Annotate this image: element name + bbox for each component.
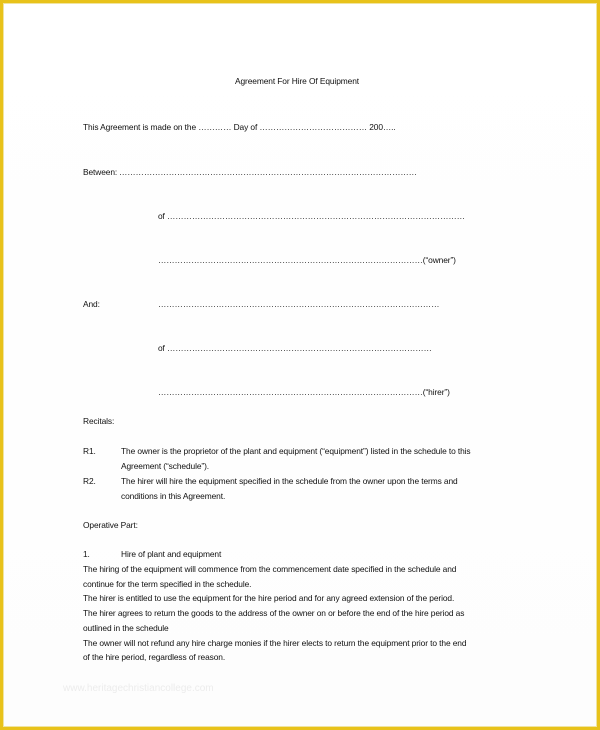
r2-number: R2.	[83, 476, 96, 486]
body-line: The hiring of the equipment will commence from the commencement date specified in the schedule and	[83, 564, 457, 574]
r1-text-line: The owner is the proprietor of the plant and equipment (“equipment”) listed in the schedule to this	[121, 446, 471, 456]
clause-1-number: 1.	[83, 549, 90, 559]
r2-text-line: The hirer will hire the equipment specified in the schedule from the owner upon the terms and	[121, 476, 458, 486]
body-line: continue for the term specified in the schedule.	[83, 579, 252, 589]
hirer-name-line: ……………………………………………………………………………………(“hirer”)	[158, 387, 450, 397]
intro-line: This Agreement is made on the ………… Day of ………………………………… 200…..	[83, 122, 396, 132]
between-label: Between:	[83, 167, 118, 177]
owner-name-line: ……………………………………………………………………………………(“owner”)	[158, 255, 456, 265]
between-dotted-line: ………………………………………………………………………………………………	[119, 167, 417, 177]
operative-heading: Operative Part:	[83, 520, 138, 530]
owner-address-line: of ………………………………………………………………………………………………	[158, 211, 465, 221]
and-dotted-line: …………………………………………………………………………………………	[158, 299, 440, 309]
r1-text-line: Agreement (“schedule”).	[121, 461, 210, 471]
body-line: The owner will not refund any hire charge monies if the hirer elects to return the equipment prior to the end	[83, 638, 467, 648]
r2-text-line: conditions in this Agreement.	[121, 491, 226, 501]
recitals-heading: Recitals:	[83, 416, 115, 426]
body-line: The hirer agrees to return the goods to the address of the owner on or before the end of the hire period as	[83, 608, 465, 618]
body-line: outlined in the schedule	[83, 623, 169, 633]
body-line: of the hire period, regardless of reason.	[83, 652, 226, 662]
body-line: The hirer is entitled to use the equipment for the hire period and for any agreed extension of the period.	[83, 593, 455, 603]
hirer-address-line: of ……………………………………………………………………………………	[158, 343, 432, 353]
and-label: And:	[83, 299, 100, 309]
watermark: www.heritagechristiancollege.com	[63, 683, 214, 694]
document-title: Agreement For Hire Of Equipment	[235, 76, 359, 86]
clause-1-title: Hire of plant and equipment	[121, 549, 222, 559]
document-page	[3, 3, 597, 727]
r1-number: R1.	[83, 446, 96, 456]
